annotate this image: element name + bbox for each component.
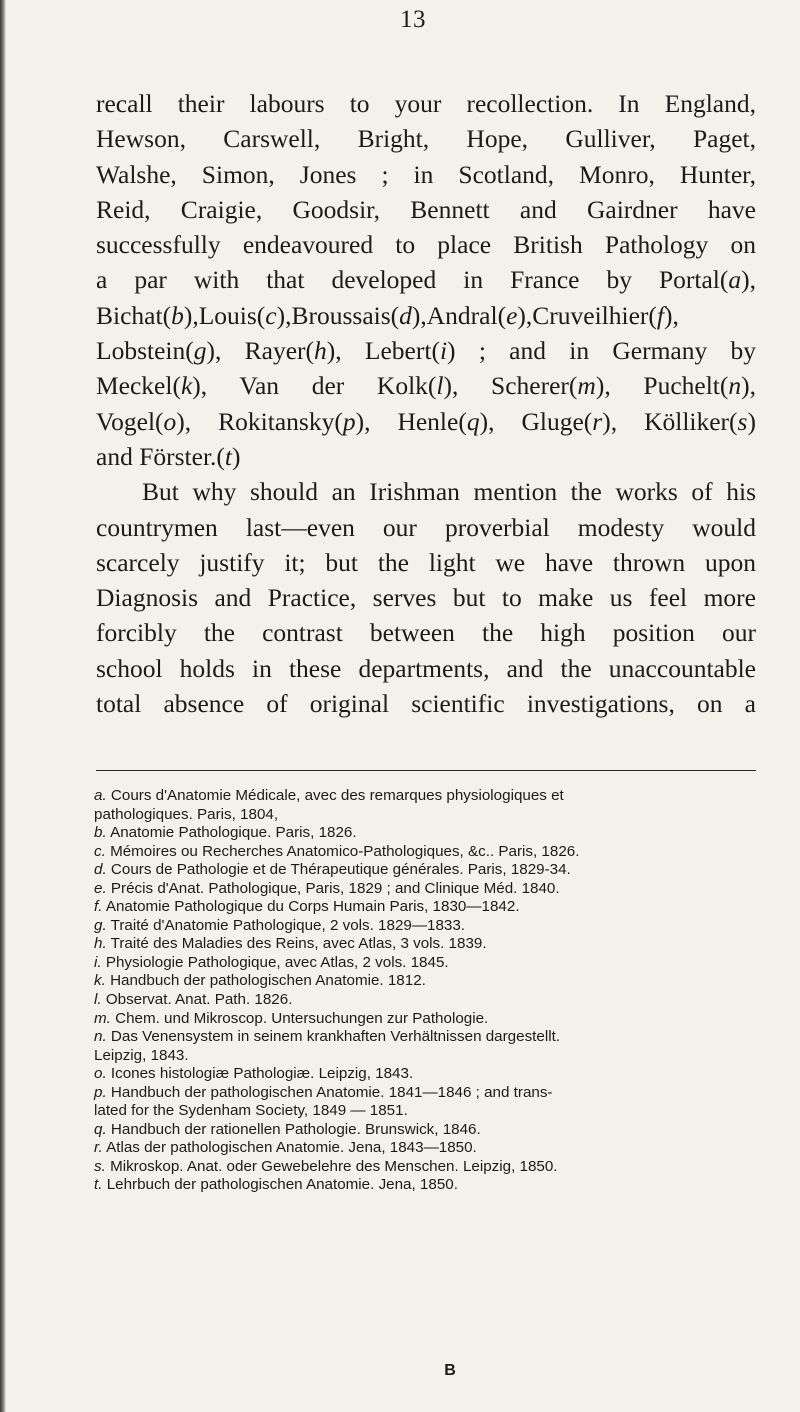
footnote-mark: a. bbox=[94, 787, 107, 804]
body-line: Diagnosis and Practice, serves but to make us feel more bbox=[96, 583, 756, 613]
footnote-o bbox=[94, 1065, 756, 1084]
footnote-text: Observat. Anat. Path. 1826. bbox=[105, 991, 293, 1009]
footnote-i bbox=[94, 954, 756, 973]
footnote-d bbox=[94, 861, 756, 880]
footnote-text: Cours d'Anatomie Médicale, avec des remarques physiologiques et bbox=[110, 787, 564, 804]
footnote-mark: n. bbox=[94, 1028, 107, 1046]
footnote-text: Cours de Pathologie et de Thérapeutique générales. Paris, 1829-34. bbox=[110, 861, 571, 879]
body-line: total absence of original scientific investigations, on a bbox=[96, 689, 756, 719]
footnote-text: Mikroskop. Anat. oder Gewebelehre des Menschen. Leipzig, 1850. bbox=[110, 1157, 558, 1175]
footnote-divider bbox=[96, 770, 756, 771]
footnote-mark: h. bbox=[94, 935, 107, 953]
body-line: Bichat(b),Louis(c),Broussais(d),Andral(e),Cruveilhier(f), bbox=[96, 300, 679, 330]
footnote-mark: e. bbox=[94, 879, 107, 897]
footnote-mark: r. bbox=[94, 1139, 103, 1157]
body-line: But why should an Irishman mention the works of his bbox=[142, 477, 756, 507]
footnote-g bbox=[94, 917, 756, 936]
body-line: Lobstein(g), Rayer(h), Lebert(i) ; and in Germany by bbox=[96, 336, 757, 366]
footnote-text: Mémoires ou Recherches Anatomico-Pathologiques, &c.. Paris, 1826. bbox=[110, 842, 580, 860]
footnote-text: Anatomie Pathologique du Corps Humain Paris, 1830—1842. bbox=[105, 898, 520, 916]
body-line: forcibly the contrast between the high position our bbox=[96, 618, 756, 648]
footnote-mark: m. bbox=[94, 1009, 111, 1027]
body-line: recall their labours to your recollection. In England, bbox=[96, 89, 756, 118]
footnote-t bbox=[94, 1176, 756, 1195]
paragraph-1 bbox=[96, 86, 756, 474]
footnote-mark: d. bbox=[94, 861, 107, 879]
footnote-mark: c. bbox=[94, 842, 106, 860]
footnote-k bbox=[94, 972, 756, 991]
footnote-mark: i. bbox=[94, 953, 102, 971]
footnote-text: Physiologie Pathologique, avec Atlas, 2 vols. 1845. bbox=[105, 953, 449, 971]
footnote-text: Chem. und Mikroscop. Untersuchungen zur Pathologie. bbox=[115, 1009, 489, 1027]
footnote-mark: f. bbox=[94, 898, 103, 916]
footnote-p-cont bbox=[94, 1102, 756, 1121]
footnote-text: Handbuch der pathologischen Anatomie. 1841—1846 ; and trans- bbox=[110, 1083, 553, 1101]
body-line: Hewson, Carswell, Bright, Hope, Gulliver, Paget, bbox=[96, 124, 756, 154]
footnote-e bbox=[94, 880, 756, 899]
footnote-mark: s. bbox=[94, 1157, 106, 1175]
footnote-mark: t. bbox=[94, 1176, 103, 1194]
page-edge-shadow bbox=[0, 0, 6, 1412]
footnote-s bbox=[94, 1158, 756, 1177]
body-line: and Förster.(t) bbox=[96, 441, 241, 471]
footnote-m bbox=[94, 1010, 756, 1029]
body-line: Meckel(k), Van der Kolk(l), Scherer(m), Puchelt(n), bbox=[96, 371, 756, 401]
footnote-text: Traité d'Anatomie Pathologique, 2 vols. 1829—1833. bbox=[110, 916, 466, 934]
paragraph-2-cont bbox=[96, 510, 756, 722]
footnote-text: Anatomie Pathologique. Paris, 1826. bbox=[110, 824, 357, 842]
footnote-mark: p. bbox=[94, 1083, 107, 1101]
footnotes bbox=[94, 787, 756, 1195]
footnote-mark: g. bbox=[94, 916, 107, 934]
body-line: school holds in these departments, and the unaccountable bbox=[96, 653, 756, 683]
body-line: Walshe, Simon, Jones ; in Scotland, Monro, Hunter, bbox=[96, 159, 756, 189]
footnote-text: Lehrbuch der pathologischen Anatomie. Jena, 1850. bbox=[106, 1176, 458, 1194]
footnote-p bbox=[94, 1084, 756, 1103]
footnote-text: Leipzig, 1843. bbox=[94, 1046, 189, 1064]
footnote-a-cont bbox=[94, 806, 756, 825]
footnote-text: Handbuch der rationellen Pathologie. Brunswick, 1846. bbox=[110, 1120, 481, 1138]
footnote-mark: b. bbox=[94, 824, 107, 842]
body-line: countrymen last—even our proverbial modesty would bbox=[96, 512, 756, 542]
footnote-text: lated for the Sydenham Society, 1849 — 1851. bbox=[94, 1102, 408, 1120]
footnote-text: Icones histologiæ Pathologiæ. Leipzig, 1843. bbox=[110, 1065, 414, 1083]
footnote-l bbox=[94, 991, 756, 1010]
body-line: scarcely justify it; but the light we have thrown upon bbox=[96, 547, 756, 577]
footnote-r bbox=[94, 1139, 756, 1158]
footnote-q bbox=[94, 1121, 756, 1140]
footnote-mark: q. bbox=[94, 1120, 107, 1138]
footnote-text: Atlas der pathologischen Anatomie. Jena, 1843—1850. bbox=[106, 1139, 477, 1157]
footnote-c bbox=[94, 843, 756, 862]
footnote-b bbox=[94, 824, 756, 843]
footnote-f bbox=[94, 898, 756, 917]
footnote-text: pathologiques. Paris, 1804, bbox=[94, 805, 279, 823]
footnote-text: Handbuch der pathologischen Anatomie. 1812. bbox=[110, 972, 426, 990]
footnote-n-cont bbox=[94, 1047, 756, 1066]
footnote-mark: k. bbox=[94, 972, 106, 990]
footnote-text: Das Venensystem in seinem krankhaften Verhältnissen dargestellt. bbox=[110, 1028, 561, 1046]
footnote-mark: l. bbox=[94, 991, 102, 1009]
body-line: Vogel(o), Rokitansky(p), Henle(q), Gluge(r), Kölliker(s) bbox=[96, 406, 756, 436]
footnote-mark: o. bbox=[94, 1065, 107, 1083]
body-line: Reid, Craigie, Goodsir, Bennett and Gairdner have bbox=[96, 194, 756, 224]
footnote-h bbox=[94, 935, 756, 954]
footnote-a bbox=[94, 787, 756, 806]
signature-mark: B bbox=[444, 1362, 456, 1379]
body-text bbox=[96, 86, 756, 721]
footnote-text: Précis d'Anat. Pathologique, Paris, 1829 ; and Clinique Méd. 1840. bbox=[110, 879, 560, 897]
body-line: a par with that developed in France by Portal(a), bbox=[96, 265, 756, 295]
page-number: 13 bbox=[400, 6, 426, 33]
body-line: successfully endeavoured to place British Pathology on bbox=[96, 230, 756, 260]
footnote-text: Traité des Maladies des Reins, avec Atlas, 3 vols. 1839. bbox=[110, 935, 487, 953]
paragraph-2 bbox=[96, 474, 756, 509]
footnote-n bbox=[94, 1028, 756, 1047]
